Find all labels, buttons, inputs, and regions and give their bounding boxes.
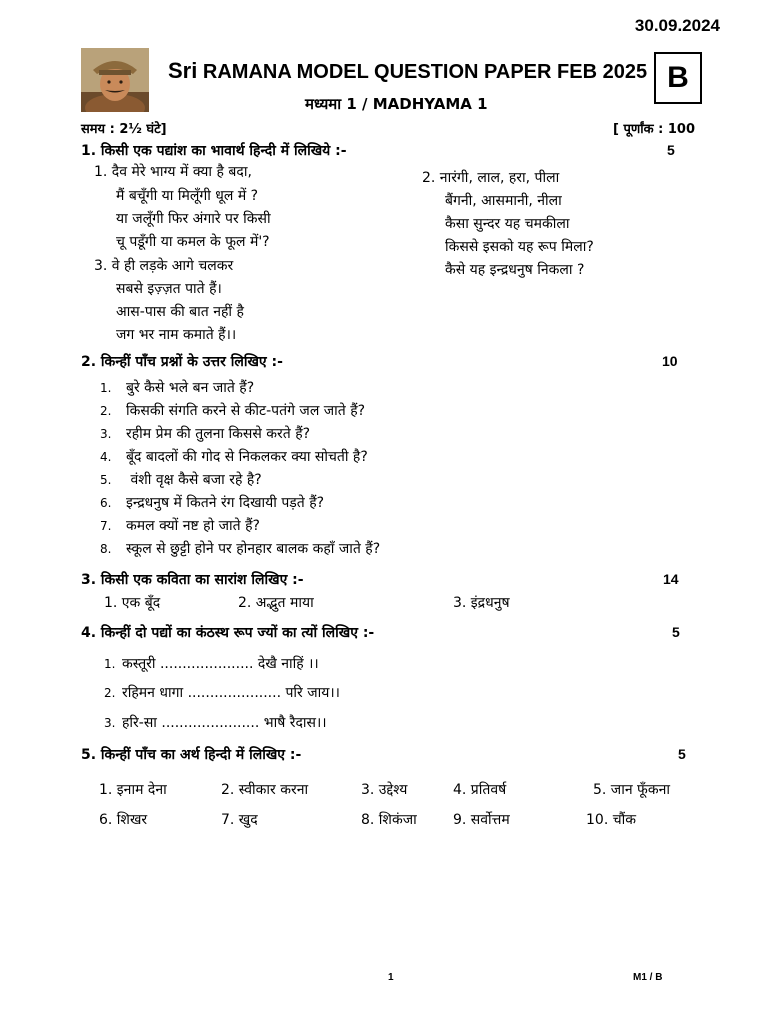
poem2-line-4: किससे इसको यह रूप मिला?: [445, 239, 594, 255]
list-item: 3. रहीम प्रेम की तुलना किससे करते हैं?: [100, 426, 311, 442]
poem1-line-1: 1. दैव मेरे भाग्य में क्या है बदा,: [94, 164, 252, 180]
poem2-line-5: कैसे यह इन्द्रधनुष निकला ?: [445, 262, 585, 278]
q5-heading: 5. किन्हीं पाँच का अर्थ हिन्दी में लिखिए :-: [81, 747, 302, 763]
q5-term-3: 3. उद्देश्य: [361, 782, 408, 798]
q5-term-9: 9. सर्वोत्तम: [453, 812, 510, 828]
poem1-line-3: या जलूँगी फिर अंगारे पर किसी: [116, 211, 271, 227]
paper-code: M1 / B: [633, 972, 663, 983]
poem1-line-4: चू पडूँगी या कमल के फूल में'?: [116, 234, 270, 250]
list-item: 5. वंशी वृक्ष कैसे बजा रहे है?: [100, 472, 262, 488]
list-item: 1. बुरे कैसे भले बन जाते हैं?: [100, 380, 255, 396]
list-item: 7. कमल क्यों नष्ट हो जाते हैं?: [100, 518, 260, 534]
q5-term-8: 8. शिकंजा: [361, 812, 417, 828]
poem3-line-2: सबसे इज़्ज़त पाते हैं।: [116, 281, 222, 297]
q5-term-1: 1. इनाम देना: [99, 782, 167, 798]
list-item: 4. बूँद बादलों की गोद से निकलकर क्या सोचती है?: [100, 449, 368, 465]
q5-term-4: 4. प्रतिवर्ष: [453, 782, 507, 798]
list-item: 6. इन्द्रधनुष में कितने रंग दिखायी पड़ते हैं?: [100, 495, 325, 511]
poem3-line-4: जग भर नाम कमाते हैं।।: [116, 327, 237, 343]
q3-option-2: 2. अद्भुत माया: [238, 595, 314, 611]
q5-term-2: 2. स्वीकार करना: [221, 782, 309, 798]
set-letter-box: B: [654, 52, 702, 104]
q5-marks: 5: [678, 746, 686, 762]
q1-heading: 1. किसी एक पद्यांश का भावार्थ हिन्दी में लिखिये :-: [81, 143, 347, 159]
q5-term-6: 6. शिखर: [99, 812, 148, 828]
list-item: 2. रहिमन धागा ..................... परि जाय।।: [104, 685, 340, 701]
poem2-line-2: बैंगनी, आसमानी, नीला: [445, 193, 562, 209]
time-allowed: समय : 2½ घंटे]: [81, 122, 167, 137]
q4-heading: 4. किन्हीं दो पद्यों का कंठस्थ रूप ज्यों का त्यों लिखिए :-: [81, 625, 375, 641]
q3-option-3: 3. इंद्रधनुष: [453, 595, 510, 611]
total-marks: [ पूर्णांक : 100: [613, 122, 695, 137]
q5-term-5: 5. जान फूँकना: [593, 782, 670, 798]
paper-subtitle: मध्यमा 1 / MADHYAMA 1: [305, 95, 488, 113]
q3-marks: 14: [663, 571, 679, 587]
paper-title: [168, 58, 647, 84]
q2-marks: 10: [662, 353, 678, 369]
founder-portrait-image: [81, 48, 149, 112]
poem3-line-3: आस-पास की बात नहीं है: [116, 304, 244, 320]
q5-term-7: 7. खुद: [221, 812, 258, 828]
exam-date: 30.09.2024: [634, 16, 720, 35]
poem3-line-1: 3. वे ही लड़के आगे चलकर: [94, 258, 234, 274]
list-item: 3. हरि-सा ...................... भाषै रैदास।।: [104, 715, 327, 731]
q4-marks: 5: [672, 624, 680, 640]
q2-heading: 2. किन्हीं पाँच प्रश्नों के उत्तर लिखिए :-: [81, 354, 283, 370]
q3-heading: 3. किसी एक कविता का सारांश लिखिए :-: [81, 572, 304, 588]
list-item: 8. स्कूल से छुट्टी होने पर होनहार बालक कहाँ जाते हैं?: [100, 541, 381, 557]
poem2-line-1: 2. नारंगी, लाल, हरा, पीला: [422, 170, 560, 186]
list-item: 2. किसकी संगति करने से कीट-पतंगे जल जाते हैं?: [100, 403, 366, 419]
q1-marks: 5: [667, 142, 675, 158]
q5-term-10: 10. चौंक: [586, 812, 636, 828]
page-number: 1: [388, 972, 394, 983]
title-main: RAMANA MODEL QUESTION PAPER FEB 2025: [202, 61, 648, 83]
q3-option-1: 1. एक बूँद: [104, 595, 161, 611]
poem2-line-3: कैसा सुन्दर यह चमकीला: [445, 216, 570, 232]
title-sri: Sri: [168, 58, 198, 83]
poem1-line-2: मैं बचूँगी या मिलूँगी धूल में ?: [116, 188, 259, 204]
list-item: 1. कस्तूरी ..................... देखै नाहिं ।।: [104, 656, 319, 672]
